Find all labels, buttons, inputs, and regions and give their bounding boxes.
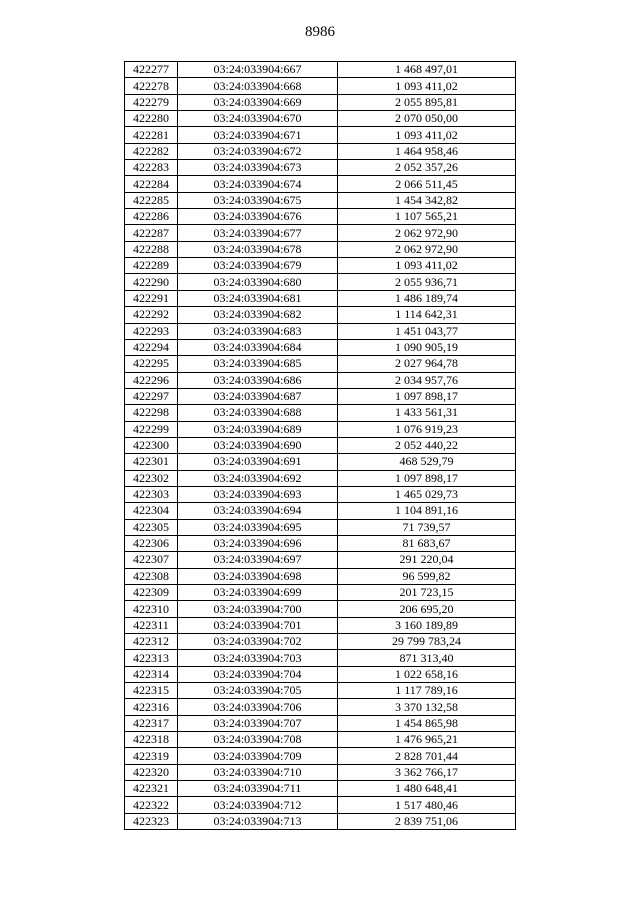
row-number-cell: 422306 bbox=[125, 535, 178, 551]
row-number-cell: 422310 bbox=[125, 601, 178, 617]
value-cell: 81 683,67 bbox=[338, 535, 516, 551]
row-number-cell: 422320 bbox=[125, 764, 178, 780]
value-cell: 2 027 964,78 bbox=[338, 356, 516, 372]
cadastral-number-cell: 03:24:033904:711 bbox=[178, 781, 338, 797]
value-cell: 206 695,20 bbox=[338, 601, 516, 617]
cadastral-number-cell: 03:24:033904:671 bbox=[178, 127, 338, 143]
cadastral-number-cell: 03:24:033904:674 bbox=[178, 176, 338, 192]
value-cell: 1 468 497,01 bbox=[338, 62, 516, 78]
row-number-cell: 422297 bbox=[125, 388, 178, 404]
value-cell: 1 117 789,16 bbox=[338, 683, 516, 699]
value-cell: 468 529,79 bbox=[338, 454, 516, 470]
row-number-cell: 422301 bbox=[125, 454, 178, 470]
cadastral-number-cell: 03:24:033904:669 bbox=[178, 94, 338, 110]
table-row bbox=[125, 535, 516, 551]
value-cell: 1 517 480,46 bbox=[338, 797, 516, 813]
table-row bbox=[125, 62, 516, 78]
table-row bbox=[125, 356, 516, 372]
row-number-cell: 422307 bbox=[125, 552, 178, 568]
row-number-cell: 422277 bbox=[125, 62, 178, 78]
value-cell: 1 480 648,41 bbox=[338, 781, 516, 797]
row-number-cell: 422308 bbox=[125, 568, 178, 584]
cadastral-number-cell: 03:24:033904:699 bbox=[178, 585, 338, 601]
value-cell: 1 107 565,21 bbox=[338, 209, 516, 225]
row-number-cell: 422293 bbox=[125, 323, 178, 339]
cadastral-number-cell: 03:24:033904:697 bbox=[178, 552, 338, 568]
row-number-cell: 422278 bbox=[125, 78, 178, 94]
cadastral-number-cell: 03:24:033904:693 bbox=[178, 486, 338, 502]
row-number-cell: 422279 bbox=[125, 94, 178, 110]
table-row bbox=[125, 666, 516, 682]
table-row bbox=[125, 160, 516, 176]
table-row bbox=[125, 617, 516, 633]
value-cell: 2 055 936,71 bbox=[338, 274, 516, 290]
row-number-cell: 422313 bbox=[125, 650, 178, 666]
value-cell: 1 093 411,02 bbox=[338, 258, 516, 274]
value-cell: 1 022 658,16 bbox=[338, 666, 516, 682]
cadastral-number-cell: 03:24:033904:687 bbox=[178, 388, 338, 404]
table-row bbox=[125, 470, 516, 486]
row-number-cell: 422319 bbox=[125, 748, 178, 764]
cadastral-number-cell: 03:24:033904:676 bbox=[178, 209, 338, 225]
row-number-cell: 422312 bbox=[125, 634, 178, 650]
cadastral-number-cell: 03:24:033904:688 bbox=[178, 405, 338, 421]
table-row bbox=[125, 519, 516, 535]
value-cell: 1 093 411,02 bbox=[338, 78, 516, 94]
row-number-cell: 422303 bbox=[125, 486, 178, 502]
value-cell: 1 464 958,46 bbox=[338, 143, 516, 159]
cadastral-number-cell: 03:24:033904:707 bbox=[178, 715, 338, 731]
cadastral-number-cell: 03:24:033904:678 bbox=[178, 241, 338, 257]
table-row bbox=[125, 127, 516, 143]
row-number-cell: 422322 bbox=[125, 797, 178, 813]
value-cell: 871 313,40 bbox=[338, 650, 516, 666]
table-row bbox=[125, 797, 516, 813]
value-cell: 1 454 865,98 bbox=[338, 715, 516, 731]
cadastral-number-cell: 03:24:033904:673 bbox=[178, 160, 338, 176]
row-number-cell: 422287 bbox=[125, 225, 178, 241]
table-row bbox=[125, 764, 516, 780]
table-row bbox=[125, 552, 516, 568]
table-row bbox=[125, 503, 516, 519]
table-row bbox=[125, 143, 516, 159]
value-cell: 2 034 957,76 bbox=[338, 372, 516, 388]
table-row bbox=[125, 274, 516, 290]
table-row bbox=[125, 650, 516, 666]
table-row bbox=[125, 732, 516, 748]
cadastral-number-cell: 03:24:033904:705 bbox=[178, 683, 338, 699]
row-number-cell: 422305 bbox=[125, 519, 178, 535]
cadastral-number-cell: 03:24:033904:684 bbox=[178, 339, 338, 355]
table-row bbox=[125, 568, 516, 584]
cadastral-number-cell: 03:24:033904:696 bbox=[178, 535, 338, 551]
table-row bbox=[125, 339, 516, 355]
cadastral-number-cell: 03:24:033904:703 bbox=[178, 650, 338, 666]
cadastral-number-cell: 03:24:033904:681 bbox=[178, 290, 338, 306]
table-row bbox=[125, 748, 516, 764]
row-number-cell: 422294 bbox=[125, 339, 178, 355]
page-number: 8986 bbox=[305, 24, 335, 40]
value-cell: 1 090 905,19 bbox=[338, 339, 516, 355]
table-row bbox=[125, 781, 516, 797]
cadastral-number-cell: 03:24:033904:700 bbox=[178, 601, 338, 617]
row-number-cell: 422280 bbox=[125, 111, 178, 127]
row-number-cell: 422316 bbox=[125, 699, 178, 715]
cadastral-number-cell: 03:24:033904:680 bbox=[178, 274, 338, 290]
row-number-cell: 422295 bbox=[125, 356, 178, 372]
row-number-cell: 422304 bbox=[125, 503, 178, 519]
table-row bbox=[125, 454, 516, 470]
cadastral-number-cell: 03:24:033904:706 bbox=[178, 699, 338, 715]
cadastral-number-cell: 03:24:033904:677 bbox=[178, 225, 338, 241]
table-row bbox=[125, 585, 516, 601]
row-number-cell: 422286 bbox=[125, 209, 178, 225]
value-cell: 1 486 189,74 bbox=[338, 290, 516, 306]
value-cell: 1 097 898,17 bbox=[338, 388, 516, 404]
value-cell: 2 062 972,90 bbox=[338, 241, 516, 257]
table-row bbox=[125, 405, 516, 421]
cadastral-number-cell: 03:24:033904:683 bbox=[178, 323, 338, 339]
table-row bbox=[125, 372, 516, 388]
row-number-cell: 422281 bbox=[125, 127, 178, 143]
value-cell: 2 052 357,26 bbox=[338, 160, 516, 176]
table-row bbox=[125, 437, 516, 453]
value-cell: 291 220,04 bbox=[338, 552, 516, 568]
cadastral-number-cell: 03:24:033904:679 bbox=[178, 258, 338, 274]
row-number-cell: 422318 bbox=[125, 732, 178, 748]
row-number-cell: 422288 bbox=[125, 241, 178, 257]
value-cell: 2 066 511,45 bbox=[338, 176, 516, 192]
table-row bbox=[125, 486, 516, 502]
row-number-cell: 422323 bbox=[125, 813, 178, 829]
cadastral-number-cell: 03:24:033904:690 bbox=[178, 437, 338, 453]
value-cell: 2 052 440,22 bbox=[338, 437, 516, 453]
cadastral-number-cell: 03:24:033904:682 bbox=[178, 307, 338, 323]
value-cell: 2 839 751,06 bbox=[338, 813, 516, 829]
table-row bbox=[125, 225, 516, 241]
table-row bbox=[125, 307, 516, 323]
row-number-cell: 422296 bbox=[125, 372, 178, 388]
cadastral-number-cell: 03:24:033904:702 bbox=[178, 634, 338, 650]
table-row bbox=[125, 258, 516, 274]
row-number-cell: 422283 bbox=[125, 160, 178, 176]
row-number-cell: 422292 bbox=[125, 307, 178, 323]
table-row bbox=[125, 111, 516, 127]
row-number-cell: 422300 bbox=[125, 437, 178, 453]
cadastral-number-cell: 03:24:033904:695 bbox=[178, 519, 338, 535]
table-row bbox=[125, 176, 516, 192]
cadastral-number-cell: 03:24:033904:698 bbox=[178, 568, 338, 584]
value-cell: 2 828 701,44 bbox=[338, 748, 516, 764]
value-cell: 1 433 561,31 bbox=[338, 405, 516, 421]
table-row bbox=[125, 421, 516, 437]
table-row bbox=[125, 94, 516, 110]
table-row bbox=[125, 683, 516, 699]
cadastral-number-cell: 03:24:033904:667 bbox=[178, 62, 338, 78]
row-number-cell: 422302 bbox=[125, 470, 178, 486]
value-cell: 1 454 342,82 bbox=[338, 192, 516, 208]
table-row bbox=[125, 78, 516, 94]
cadastral-number-cell: 03:24:033904:701 bbox=[178, 617, 338, 633]
cadastral-number-cell: 03:24:033904:710 bbox=[178, 764, 338, 780]
table-body bbox=[125, 62, 516, 830]
table-row bbox=[125, 209, 516, 225]
row-number-cell: 422290 bbox=[125, 274, 178, 290]
value-cell: 2 062 972,90 bbox=[338, 225, 516, 241]
table-row bbox=[125, 715, 516, 731]
cadastral-number-cell: 03:24:033904:670 bbox=[178, 111, 338, 127]
row-number-cell: 422285 bbox=[125, 192, 178, 208]
value-cell: 2 055 895,81 bbox=[338, 94, 516, 110]
cadastral-number-cell: 03:24:033904:686 bbox=[178, 372, 338, 388]
value-cell: 71 739,57 bbox=[338, 519, 516, 535]
value-cell: 3 362 766,17 bbox=[338, 764, 516, 780]
row-number-cell: 422314 bbox=[125, 666, 178, 682]
cadastral-number-cell: 03:24:033904:691 bbox=[178, 454, 338, 470]
value-cell: 1 465 029,73 bbox=[338, 486, 516, 502]
value-cell: 201 723,15 bbox=[338, 585, 516, 601]
cadastral-number-cell: 03:24:033904:692 bbox=[178, 470, 338, 486]
row-number-cell: 422311 bbox=[125, 617, 178, 633]
row-number-cell: 422321 bbox=[125, 781, 178, 797]
table-row bbox=[125, 290, 516, 306]
value-cell: 2 070 050,00 bbox=[338, 111, 516, 127]
row-number-cell: 422309 bbox=[125, 585, 178, 601]
cadastral-number-cell: 03:24:033904:689 bbox=[178, 421, 338, 437]
cadastral-value-table bbox=[124, 61, 516, 830]
value-cell: 1 114 642,31 bbox=[338, 307, 516, 323]
value-cell: 1 451 043,77 bbox=[338, 323, 516, 339]
table-row bbox=[125, 241, 516, 257]
value-cell: 96 599,82 bbox=[338, 568, 516, 584]
value-cell: 1 076 919,23 bbox=[338, 421, 516, 437]
row-number-cell: 422298 bbox=[125, 405, 178, 421]
table-row bbox=[125, 634, 516, 650]
value-cell: 3 370 132,58 bbox=[338, 699, 516, 715]
value-cell: 29 799 783,24 bbox=[338, 634, 516, 650]
table-row bbox=[125, 699, 516, 715]
cadastral-number-cell: 03:24:033904:675 bbox=[178, 192, 338, 208]
cadastral-number-cell: 03:24:033904:694 bbox=[178, 503, 338, 519]
row-number-cell: 422282 bbox=[125, 143, 178, 159]
table-row bbox=[125, 813, 516, 829]
cadastral-number-cell: 03:24:033904:708 bbox=[178, 732, 338, 748]
cadastral-number-cell: 03:24:033904:685 bbox=[178, 356, 338, 372]
table-row bbox=[125, 323, 516, 339]
row-number-cell: 422289 bbox=[125, 258, 178, 274]
value-cell: 1 093 411,02 bbox=[338, 127, 516, 143]
row-number-cell: 422299 bbox=[125, 421, 178, 437]
cadastral-number-cell: 03:24:033904:712 bbox=[178, 797, 338, 813]
table-row bbox=[125, 388, 516, 404]
cadastral-number-cell: 03:24:033904:713 bbox=[178, 813, 338, 829]
cadastral-number-cell: 03:24:033904:709 bbox=[178, 748, 338, 764]
cadastral-number-cell: 03:24:033904:672 bbox=[178, 143, 338, 159]
value-cell: 1 476 965,21 bbox=[338, 732, 516, 748]
row-number-cell: 422315 bbox=[125, 683, 178, 699]
cadastral-number-cell: 03:24:033904:704 bbox=[178, 666, 338, 682]
table-row bbox=[125, 192, 516, 208]
cadastral-number-cell: 03:24:033904:668 bbox=[178, 78, 338, 94]
row-number-cell: 422284 bbox=[125, 176, 178, 192]
table-row bbox=[125, 601, 516, 617]
value-cell: 3 160 189,89 bbox=[338, 617, 516, 633]
value-cell: 1 097 898,17 bbox=[338, 470, 516, 486]
value-cell: 1 104 891,16 bbox=[338, 503, 516, 519]
row-number-cell: 422291 bbox=[125, 290, 178, 306]
row-number-cell: 422317 bbox=[125, 715, 178, 731]
